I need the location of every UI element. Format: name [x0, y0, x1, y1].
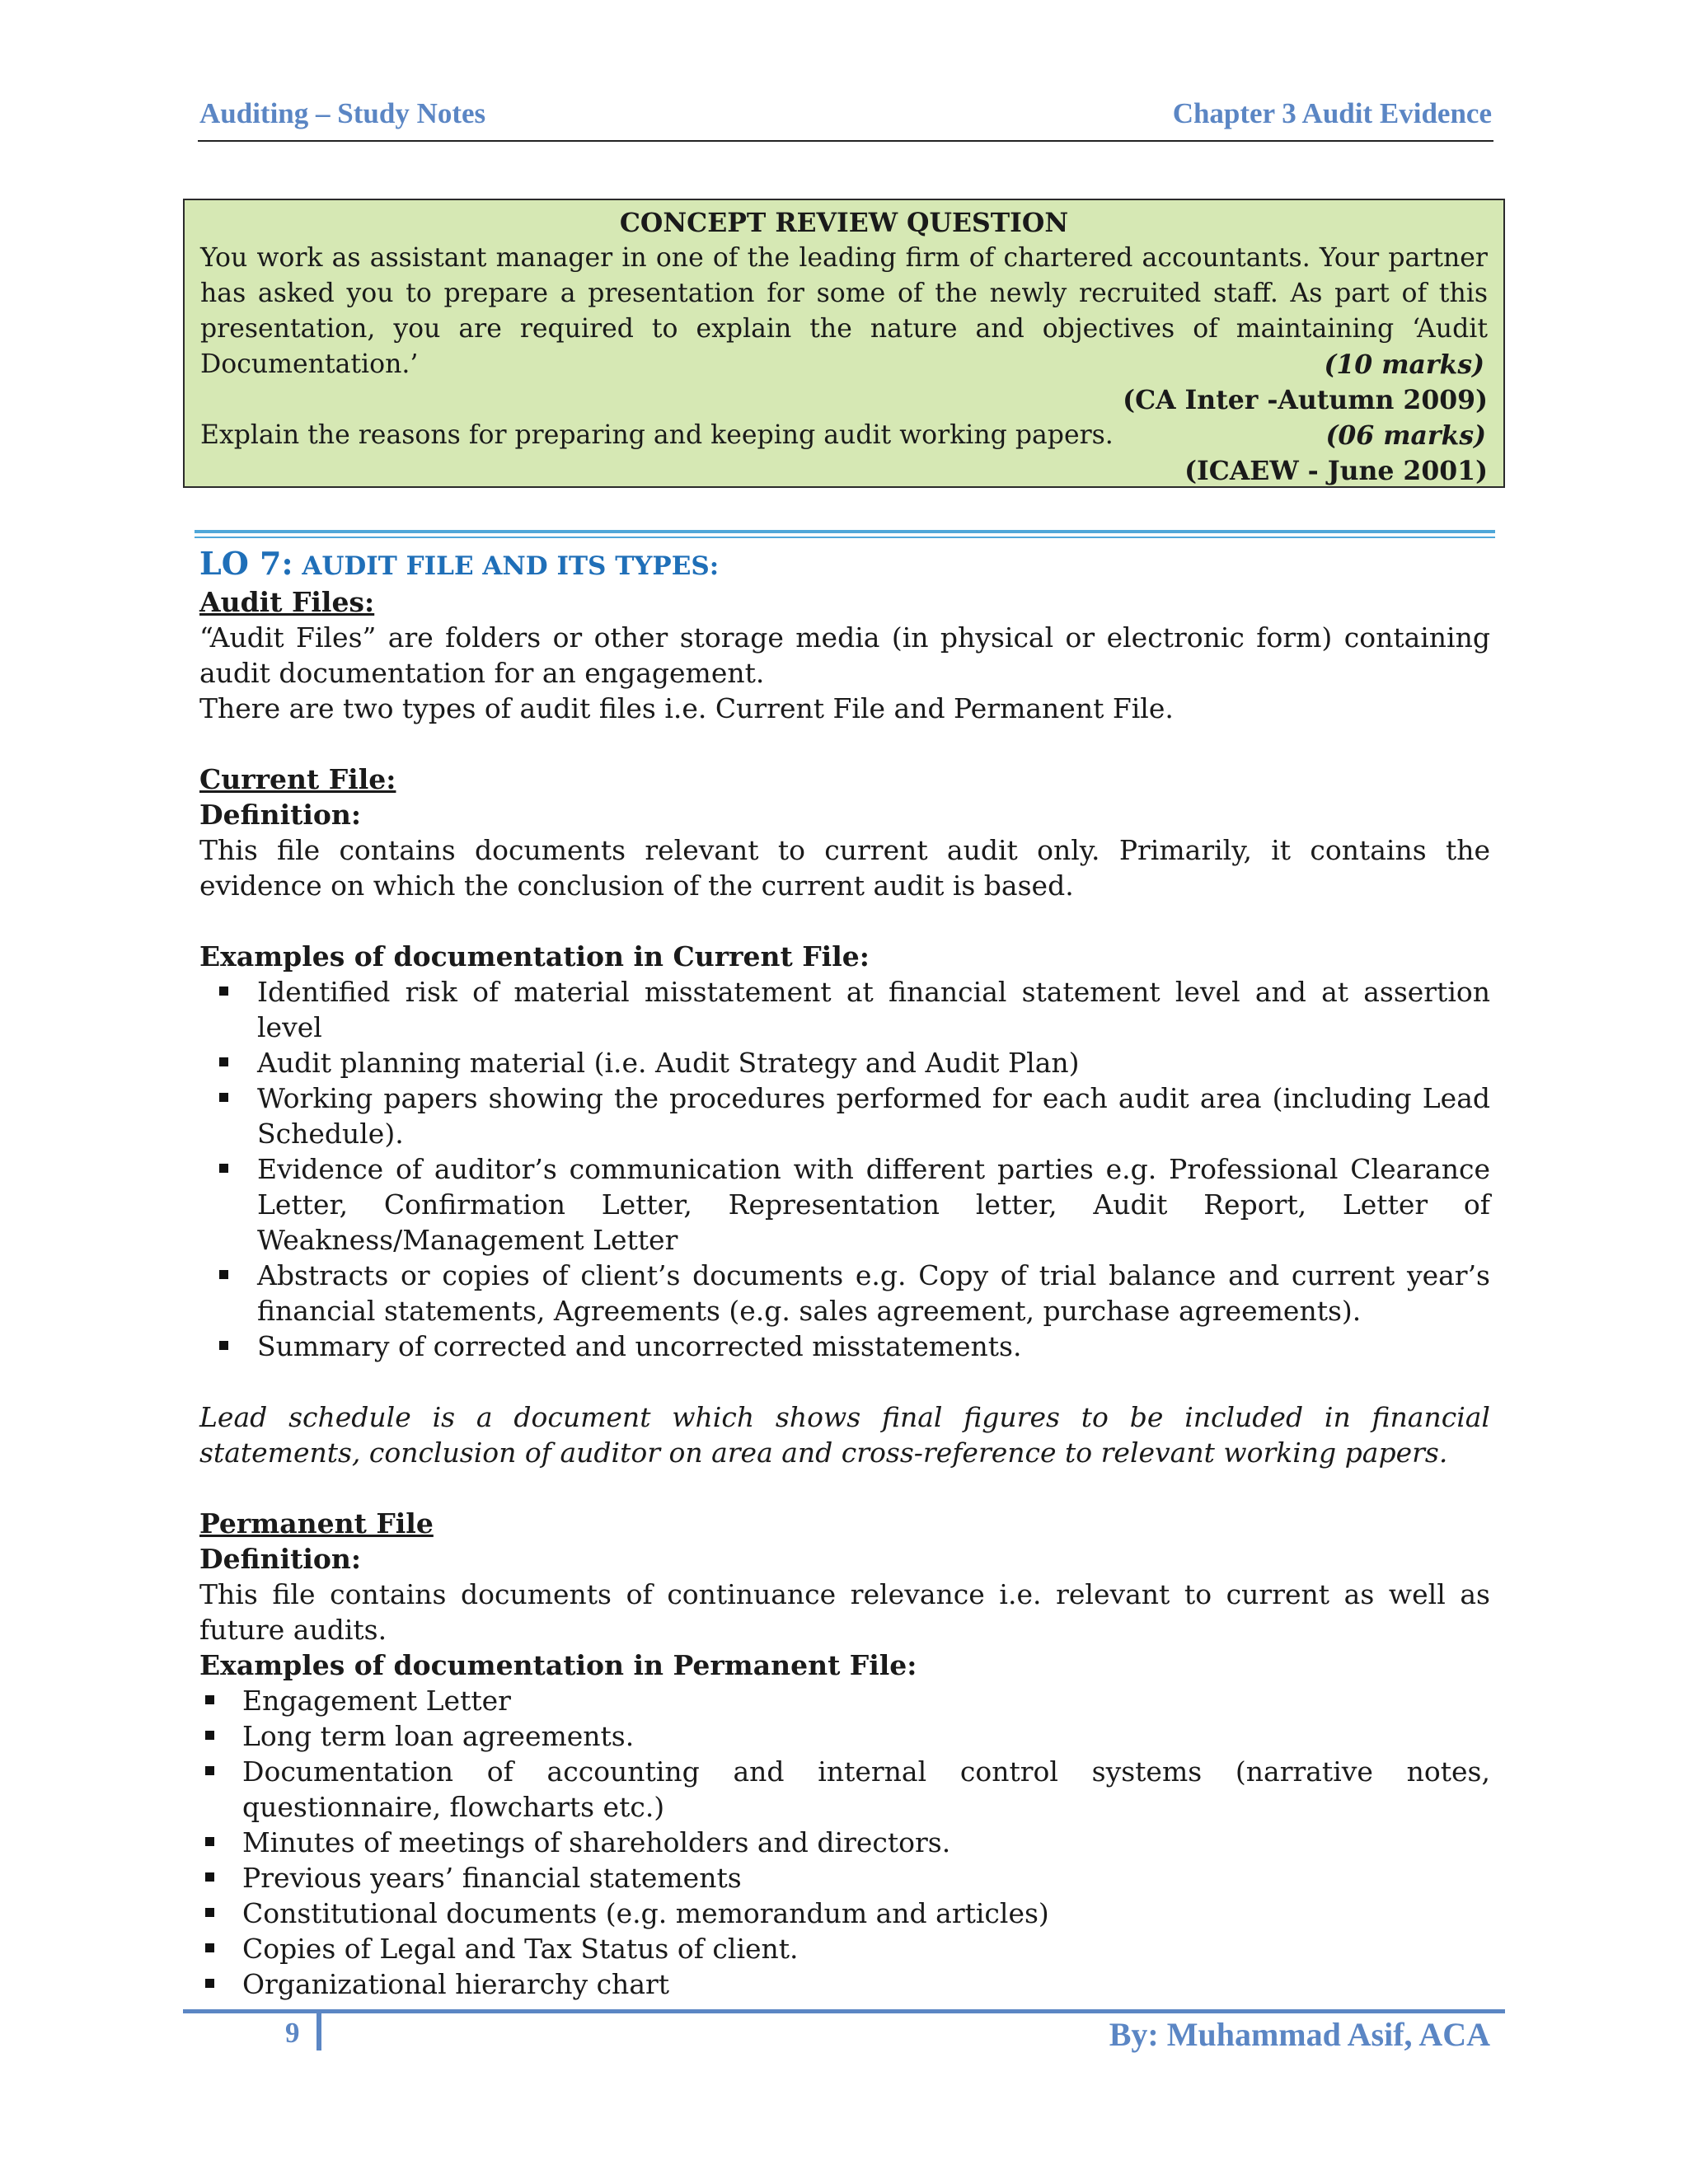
current-file-examples-list	[199, 974, 1490, 1364]
list-item: Abstracts or copies of client’s documents e.g. Copy of trial balance and current year’s financial statements, Agreements (e.g. sales agreement, purchase agreements).	[199, 1258, 1490, 1329]
page-header	[198, 97, 1493, 142]
permanent-file-examples-list	[199, 1683, 1490, 2002]
audit-files-definition: “Audit Files” are folders or other storage media (in physical or electronic form) containing audit documentation for an engagement.	[199, 621, 1490, 689]
concept-question-1-marks: (10 marks)	[1324, 349, 1484, 380]
current-file-examples-heading: Examples of documentation in Current File:	[199, 940, 870, 972]
list-item: Minutes of meetings of shareholders and directors.	[199, 1825, 1490, 1860]
list-item: Copies of Legal and Tax Status of client.	[199, 1931, 1490, 1966]
section-divider-bottom	[195, 537, 1495, 538]
list-item: Identified risk of material misstatement at financial statement level and at assertion level	[199, 974, 1490, 1045]
square-bullet-icon	[219, 987, 228, 996]
list-item: Evidence of auditor’s communication with different parties e.g. Professional Clearance Letter, Confirmation Letter, Representation letter, Audit Report, Letter of Weakness/Management Letter	[199, 1151, 1490, 1258]
current-file-heading: Current File:	[199, 763, 396, 795]
square-bullet-icon	[205, 1872, 214, 1882]
audit-files-heading: Audit Files:	[199, 586, 375, 618]
list-item: Long term loan agreements.	[199, 1718, 1490, 1754]
current-file-definition: This file contains documents relevant to current audit only. Primarily, it contains the evidence on which the conclusion of the current audit is based.	[199, 834, 1490, 902]
permanent-file-examples-heading: Examples of documentation in Permanent File:	[199, 1649, 917, 1681]
page-number: 9	[285, 2017, 300, 2049]
footer-page-divider	[316, 2009, 321, 2050]
header-course-title: Auditing – Study Notes	[199, 97, 486, 129]
list-item: Documentation of accounting and internal control systems (narrative notes, questionnaire, flowcharts etc.)	[199, 1754, 1490, 1825]
square-bullet-icon	[219, 1057, 228, 1066]
concept-question-2: Explain the reasons for preparing and keeping audit working papers.	[200, 420, 1114, 450]
permanent-file-heading: Permanent File	[199, 1507, 434, 1540]
square-bullet-icon	[219, 1093, 228, 1102]
concept-question-1: You work as assistant manager in one of the leading firm of chartered accountants. Your partner has asked you to prepare a presentation for some of the newly recruited staff. As part of this presentation, you are required to explain the nature and objectives of maintaining ‘Audit Documentation.’	[200, 243, 1488, 379]
concept-question-2-marks: (06 marks)	[1325, 420, 1486, 451]
square-bullet-icon	[205, 1979, 214, 1988]
list-item: Working papers showing the procedures performed for each audit area (including Lead Schedule).	[199, 1080, 1490, 1151]
lo-prefix: LO 7:	[199, 545, 293, 582]
learning-objective-heading	[199, 546, 1490, 584]
square-bullet-icon	[219, 1270, 228, 1279]
concept-question-2-source: (ICAEW - June 2001)	[1184, 456, 1488, 486]
list-item: Constitutional documents (e.g. memorandum and articles)	[199, 1896, 1490, 1931]
list-item: Summary of corrected and uncorrected misstatements.	[199, 1329, 1490, 1364]
audit-files-types: There are two types of audit files i.e. Current File and Permanent File.	[199, 692, 1174, 724]
square-bullet-icon	[205, 1908, 214, 1917]
concept-question-2-row	[200, 418, 1488, 453]
concept-review-box	[183, 199, 1505, 488]
footer-rule	[183, 2009, 1505, 2013]
lead-schedule-note: Lead schedule is a document which shows final figures to be included in financial statements, conclusion of auditor on area and cross-reference to relevant working papers.	[199, 1401, 1490, 1469]
lo-title: AUDIT FILE AND ITS TYPES:	[293, 551, 720, 581]
permanent-file-definition: This file contains documents of continuance relevance i.e. relevant to current as well as future audits.	[199, 1578, 1490, 1646]
footer-author: By: Muhammad Asif, ACA	[1109, 2016, 1490, 2053]
list-item: Organizational hierarchy chart	[199, 1966, 1490, 2002]
list-item: Previous years’ financial statements	[199, 1860, 1490, 1896]
concept-question-1-source: (CA Inter -Autumn 2009)	[1123, 385, 1488, 415]
square-bullet-icon	[205, 1695, 214, 1704]
concept-box-title: CONCEPT REVIEW QUESTION	[619, 208, 1069, 238]
current-file-definition-label: Definition:	[199, 799, 362, 831]
square-bullet-icon	[219, 1341, 228, 1350]
permanent-file-definition-label: Definition:	[199, 1543, 362, 1575]
square-bullet-icon	[219, 1164, 228, 1173]
square-bullet-icon	[205, 1766, 214, 1775]
section-divider-top	[195, 530, 1495, 533]
square-bullet-icon	[205, 1943, 214, 1952]
square-bullet-icon	[205, 1837, 214, 1846]
header-chapter-title: Chapter 3 Audit Evidence	[1172, 97, 1492, 129]
list-item: Engagement Letter	[199, 1683, 1490, 1718]
main-content	[199, 546, 1490, 2002]
square-bullet-icon	[205, 1731, 214, 1740]
list-item: Audit planning material (i.e. Audit Strategy and Audit Plan)	[199, 1045, 1490, 1080]
